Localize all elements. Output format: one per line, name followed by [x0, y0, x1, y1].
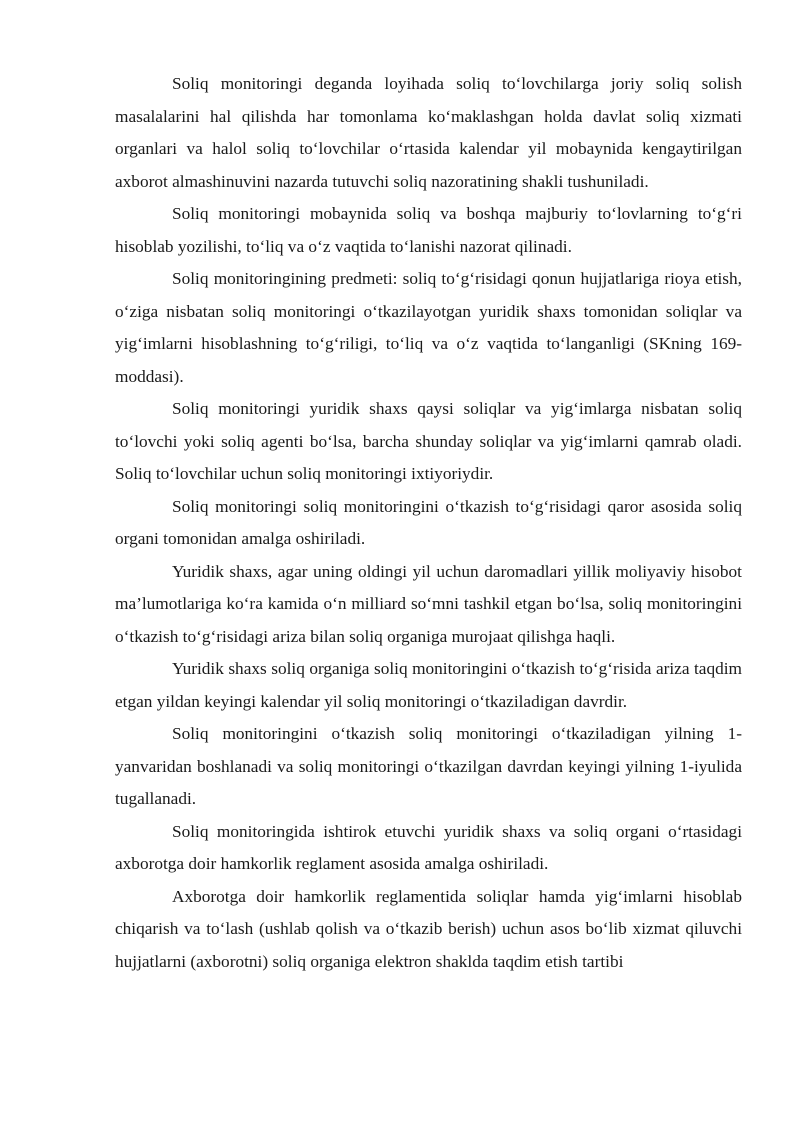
paragraph-7: Yuridik shaxs soliq organiga soliq monitoringini o‘tkazish to‘g‘risida ariza taqdim etgan yildan keyingi kalendar yil soliq monitoringi o‘tkaziladigan davrdir. — [115, 659, 742, 711]
paragraph-9: Soliq monitoringida ishtirok etuvchi yuridik shaxs va soliq organi o‘rtasidagi axborotga doir hamkorlik reglament asosida amalga oshiriladi. — [115, 821, 742, 873]
paragraph-6: Yuridik shaxs, agar uning oldingi yil uchun daromadlari yillik moliyaviy hisobot ma’lumotlariga ko‘ra kamida o‘n milliard so‘mni tashkil etgan bo‘lsa, soliq monitoringini o‘tkazish to‘g‘risidagi ariza bilan soliq organiga murojaat qilishga haqli. — [115, 561, 742, 646]
paragraph-3: Soliq monitoringining predmeti: soliq to‘g‘risidagi qonun hujjatlariga rioya etish, o‘ziga nisbatan soliq monitoringi o‘tkazilayotgan yuridik shaxs tomonidan soliqlar va yig‘imlarni hisoblashning to‘g‘riligi, to‘liq va o‘z vaqtida to‘langanligi (SKning 169-moddasi). — [115, 269, 742, 386]
paragraph-4: Soliq monitoringi yuridik shaxs qaysi soliqlar va yig‘imlarga nisbatan soliq to‘lovchi yoki soliq agenti bo‘lsa, barcha shunday soliqlar va yig‘imlarni qamrab oladi. Soliq to‘lovchilar uchun soliq monitoringi ixtiyoriydir. — [115, 399, 742, 483]
paragraph-10: Axborotga doir hamkorlik reglamentida soliqlar hamda yig‘imlarni hisoblab chiqarish va to‘lash (ushlab qolish va o‘tkazib berish) uchun asos bo‘lib xizmat qiluvchi hujjatlarni (axborotni) soliq organiga elektron shaklda taqdim etish tartibi — [115, 886, 742, 971]
paragraph-2: Soliq monitoringi mobaynida soliq va boshqa majburiy to‘lovlarning to‘g‘ri hisoblab yozilishi, to‘liq va o‘z vaqtida to‘lanishi nazorat qilinadi. — [115, 204, 742, 256]
document-body — [115, 68, 742, 978]
paragraph-8: Soliq monitoringini o‘tkazish soliq monitoringi o‘tkaziladigan yilning 1-yanvaridan boshlanadi va soliq monitoringi o‘tkazilgan davrdan keyingi yilning 1-iyulida tugallanadi. — [115, 724, 742, 808]
paragraph-1: Soliq monitoringi deganda loyihada soliq to‘lovchilarga joriy soliq solish masalalarini hal qilishda har tomonlama ko‘maklashgan holda davlat soliq xizmati organlari va halol soliq to‘lovchilar o‘rtasida kalendar yil mobaynida kengaytirilgan axborot almashinuvini nazarda tutuvchi soliq nazoratining shakli tushuniladi. — [115, 74, 742, 191]
paragraph-5: Soliq monitoringi soliq monitoringini o‘tkazish to‘g‘risidagi qaror asosida soliq organi tomonidan amalga oshiriladi. — [115, 496, 742, 548]
